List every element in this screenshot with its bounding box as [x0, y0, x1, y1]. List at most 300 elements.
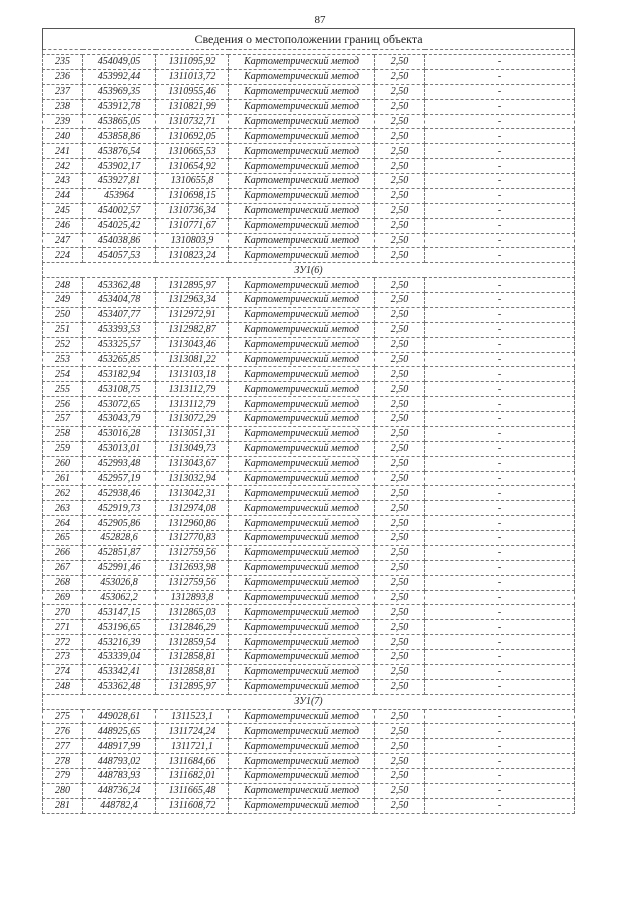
coord-y-cell: 1312893,8 — [156, 590, 229, 605]
coord-x-cell: 453196,65 — [83, 620, 156, 635]
table-row — [43, 426, 575, 441]
coord-x-cell: 453147,15 — [83, 605, 156, 620]
coord-x-cell: 453362,48 — [83, 278, 156, 293]
method-cell: Картометрический метод — [229, 516, 375, 531]
table-row — [43, 55, 575, 70]
point-number-cell: 242 — [43, 159, 83, 174]
accuracy-cell: 2,50 — [375, 426, 425, 441]
parcel-group-label: ЗУ1(7) — [43, 694, 575, 709]
method-cell: Картометрический метод — [229, 307, 375, 322]
accuracy-cell: 2,50 — [375, 367, 425, 382]
accuracy-cell: 2,50 — [375, 352, 425, 367]
point-number-cell: 272 — [43, 635, 83, 650]
method-cell: Картометрический метод — [229, 144, 375, 159]
coord-x-cell: 453858,86 — [83, 129, 156, 144]
accuracy-cell: 2,50 — [375, 456, 425, 471]
table-row — [43, 218, 575, 233]
accuracy-cell: 2,50 — [375, 188, 425, 203]
description-cell: - — [425, 307, 575, 322]
method-cell: Картометрический метод — [229, 679, 375, 694]
accuracy-cell: 2,50 — [375, 620, 425, 635]
point-number-cell: 266 — [43, 545, 83, 560]
coord-x-cell: 453216,39 — [83, 635, 156, 650]
coord-y-cell: 1313042,31 — [156, 486, 229, 501]
table-row — [43, 412, 575, 427]
coord-x-cell: 448925,65 — [83, 724, 156, 739]
table-row — [43, 739, 575, 754]
description-cell: - — [425, 783, 575, 798]
table-row — [43, 798, 575, 813]
table-row — [43, 233, 575, 248]
method-cell: Картометрический метод — [229, 739, 375, 754]
coord-y-cell: 1311665,48 — [156, 783, 229, 798]
method-cell: Картометрический метод — [229, 501, 375, 516]
description-cell: - — [425, 471, 575, 486]
accuracy-cell: 2,50 — [375, 218, 425, 233]
description-cell: - — [425, 605, 575, 620]
coord-x-cell: 454049,05 — [83, 55, 156, 70]
point-number-cell: 262 — [43, 486, 83, 501]
coord-x-cell: 448736,24 — [83, 783, 156, 798]
point-number-cell: 275 — [43, 709, 83, 724]
description-cell: - — [425, 426, 575, 441]
method-cell: Картометрический метод — [229, 709, 375, 724]
point-number-cell: 267 — [43, 560, 83, 575]
point-number-cell: 244 — [43, 188, 83, 203]
method-cell: Картометрический метод — [229, 248, 375, 263]
accuracy-cell: 2,50 — [375, 739, 425, 754]
accuracy-cell: 2,50 — [375, 99, 425, 114]
coord-y-cell: 1312895,97 — [156, 278, 229, 293]
coord-x-cell: 453969,35 — [83, 84, 156, 99]
method-cell: Картометрический метод — [229, 99, 375, 114]
table-row — [43, 114, 575, 129]
description-cell: - — [425, 144, 575, 159]
description-cell: - — [425, 248, 575, 263]
point-number-cell: 246 — [43, 218, 83, 233]
point-number-cell: 249 — [43, 293, 83, 308]
description-cell: - — [425, 590, 575, 605]
table-row — [43, 590, 575, 605]
point-number-cell: 248 — [43, 679, 83, 694]
accuracy-cell: 2,50 — [375, 397, 425, 412]
method-cell: Картометрический метод — [229, 545, 375, 560]
description-cell: - — [425, 99, 575, 114]
method-cell: Картометрический метод — [229, 218, 375, 233]
parcel-group-label: ЗУ1(6) — [43, 263, 575, 278]
coord-y-cell: 1310654,92 — [156, 159, 229, 174]
coord-x-cell: 453026,8 — [83, 575, 156, 590]
description-cell: - — [425, 159, 575, 174]
point-number-cell: 237 — [43, 84, 83, 99]
coord-y-cell: 1313103,18 — [156, 367, 229, 382]
method-cell: Картометрический метод — [229, 233, 375, 248]
parcel-group-row — [43, 694, 575, 709]
method-cell: Картометрический метод — [229, 441, 375, 456]
point-number-cell: 235 — [43, 55, 83, 70]
table-row — [43, 545, 575, 560]
description-cell: - — [425, 337, 575, 352]
coord-y-cell: 1312770,83 — [156, 531, 229, 546]
table-row — [43, 441, 575, 456]
accuracy-cell: 2,50 — [375, 754, 425, 769]
description-cell: - — [425, 397, 575, 412]
point-number-cell: 224 — [43, 248, 83, 263]
description-cell: - — [425, 531, 575, 546]
coord-y-cell: 1311523,1 — [156, 709, 229, 724]
table-row — [43, 174, 575, 189]
coord-x-cell: 452828,6 — [83, 531, 156, 546]
coord-y-cell: 1311724,24 — [156, 724, 229, 739]
table-row — [43, 203, 575, 218]
accuracy-cell: 2,50 — [375, 679, 425, 694]
point-number-cell: 252 — [43, 337, 83, 352]
description-cell: - — [425, 635, 575, 650]
method-cell: Картометрический метод — [229, 664, 375, 679]
method-cell: Картометрический метод — [229, 650, 375, 665]
coord-y-cell: 1312963,34 — [156, 293, 229, 308]
coord-x-cell: 453108,75 — [83, 382, 156, 397]
coord-x-cell: 453072,65 — [83, 397, 156, 412]
table-row — [43, 501, 575, 516]
accuracy-cell: 2,50 — [375, 635, 425, 650]
method-cell: Картометрический метод — [229, 188, 375, 203]
table-row — [43, 188, 575, 203]
description-cell: - — [425, 69, 575, 84]
table-row — [43, 84, 575, 99]
coord-y-cell: 1312858,81 — [156, 650, 229, 665]
table-row — [43, 322, 575, 337]
coord-x-cell: 452851,87 — [83, 545, 156, 560]
coord-y-cell: 1313112,79 — [156, 382, 229, 397]
accuracy-cell: 2,50 — [375, 783, 425, 798]
method-cell: Картометрический метод — [229, 605, 375, 620]
accuracy-cell: 2,50 — [375, 293, 425, 308]
accuracy-cell: 2,50 — [375, 724, 425, 739]
description-cell: - — [425, 233, 575, 248]
coord-y-cell: 1312859,54 — [156, 635, 229, 650]
table-row — [43, 664, 575, 679]
coord-x-cell: 453992,44 — [83, 69, 156, 84]
coord-x-cell: 454038,86 — [83, 233, 156, 248]
coord-y-cell: 1312972,91 — [156, 307, 229, 322]
coord-y-cell: 1310655,8 — [156, 174, 229, 189]
method-cell: Картометрический метод — [229, 754, 375, 769]
table-row — [43, 709, 575, 724]
description-cell: - — [425, 769, 575, 784]
method-cell: Картометрический метод — [229, 620, 375, 635]
accuracy-cell: 2,50 — [375, 129, 425, 144]
coord-y-cell: 1312759,56 — [156, 575, 229, 590]
table-row — [43, 278, 575, 293]
accuracy-cell: 2,50 — [375, 516, 425, 531]
accuracy-cell: 2,50 — [375, 69, 425, 84]
description-cell: - — [425, 412, 575, 427]
description-cell: - — [425, 129, 575, 144]
point-number-cell: 270 — [43, 605, 83, 620]
point-number-cell: 280 — [43, 783, 83, 798]
coord-x-cell: 453362,48 — [83, 679, 156, 694]
point-number-cell: 276 — [43, 724, 83, 739]
method-cell: Картометрический метод — [229, 531, 375, 546]
table-row — [43, 769, 575, 784]
coord-x-cell: 448783,93 — [83, 769, 156, 784]
method-cell: Картометрический метод — [229, 798, 375, 813]
accuracy-cell: 2,50 — [375, 84, 425, 99]
coord-x-cell: 449028,61 — [83, 709, 156, 724]
description-cell: - — [425, 724, 575, 739]
accuracy-cell: 2,50 — [375, 159, 425, 174]
parcel-group-row — [43, 263, 575, 278]
coord-x-cell: 453407,77 — [83, 307, 156, 322]
coord-x-cell: 452938,46 — [83, 486, 156, 501]
coord-y-cell: 1313032,94 — [156, 471, 229, 486]
method-cell: Картометрический метод — [229, 278, 375, 293]
point-number-cell: 263 — [43, 501, 83, 516]
method-cell: Картометрический метод — [229, 575, 375, 590]
description-cell: - — [425, 798, 575, 813]
coord-y-cell: 1312895,97 — [156, 679, 229, 694]
coord-y-cell: 1310665,53 — [156, 144, 229, 159]
description-cell: - — [425, 501, 575, 516]
table-row — [43, 337, 575, 352]
method-cell: Картометрический метод — [229, 84, 375, 99]
point-number-cell: 261 — [43, 471, 83, 486]
coord-x-cell: 453339,04 — [83, 650, 156, 665]
coord-y-cell: 1311095,92 — [156, 55, 229, 70]
table-row — [43, 307, 575, 322]
method-cell: Картометрический метод — [229, 69, 375, 84]
description-cell: - — [425, 545, 575, 560]
table-row — [43, 69, 575, 84]
table-row — [43, 129, 575, 144]
coord-y-cell: 1310698,15 — [156, 188, 229, 203]
coord-x-cell: 453927,81 — [83, 174, 156, 189]
description-cell: - — [425, 441, 575, 456]
description-cell: - — [425, 456, 575, 471]
point-number-cell: 239 — [43, 114, 83, 129]
coord-x-cell: 448782,4 — [83, 798, 156, 813]
coord-y-cell: 1312974,08 — [156, 501, 229, 516]
table-row — [43, 635, 575, 650]
table-row — [43, 397, 575, 412]
coord-x-cell: 453342,41 — [83, 664, 156, 679]
accuracy-cell: 2,50 — [375, 337, 425, 352]
point-number-cell: 273 — [43, 650, 83, 665]
coord-x-cell: 453182,94 — [83, 367, 156, 382]
point-number-cell: 258 — [43, 426, 83, 441]
coord-x-cell: 453265,85 — [83, 352, 156, 367]
method-cell: Картометрический метод — [229, 724, 375, 739]
method-cell: Картометрический метод — [229, 412, 375, 427]
description-cell: - — [425, 575, 575, 590]
table-title: Сведения о местоположении границ объекта — [43, 29, 575, 50]
method-cell: Картометрический метод — [229, 426, 375, 441]
method-cell: Картометрический метод — [229, 635, 375, 650]
method-cell: Картометрический метод — [229, 783, 375, 798]
point-number-cell: 278 — [43, 754, 83, 769]
table-row — [43, 516, 575, 531]
method-cell: Картометрический метод — [229, 55, 375, 70]
point-number-cell: 254 — [43, 367, 83, 382]
point-number-cell: 241 — [43, 144, 83, 159]
point-number-cell: 277 — [43, 739, 83, 754]
coord-x-cell: 454057,53 — [83, 248, 156, 263]
accuracy-cell: 2,50 — [375, 174, 425, 189]
point-number-cell: 281 — [43, 798, 83, 813]
table-row — [43, 367, 575, 382]
point-number-cell: 264 — [43, 516, 83, 531]
coord-x-cell: 453964 — [83, 188, 156, 203]
method-cell: Картометрический метод — [229, 352, 375, 367]
accuracy-cell: 2,50 — [375, 55, 425, 70]
description-cell: - — [425, 486, 575, 501]
accuracy-cell: 2,50 — [375, 545, 425, 560]
description-cell: - — [425, 278, 575, 293]
point-number-cell: 268 — [43, 575, 83, 590]
accuracy-cell: 2,50 — [375, 560, 425, 575]
coord-y-cell: 1313043,67 — [156, 456, 229, 471]
table-row — [43, 620, 575, 635]
point-number-cell: 245 — [43, 203, 83, 218]
description-cell: - — [425, 174, 575, 189]
method-cell: Картометрический метод — [229, 203, 375, 218]
coord-y-cell: 1313081,22 — [156, 352, 229, 367]
point-number-cell: 265 — [43, 531, 83, 546]
coord-x-cell: 453043,79 — [83, 412, 156, 427]
coord-y-cell: 1312960,86 — [156, 516, 229, 531]
coord-x-cell: 448793,02 — [83, 754, 156, 769]
accuracy-cell: 2,50 — [375, 650, 425, 665]
coord-y-cell: 1313043,46 — [156, 337, 229, 352]
table-title-row — [43, 29, 575, 50]
coord-x-cell: 452991,46 — [83, 560, 156, 575]
method-cell: Картометрический метод — [229, 471, 375, 486]
description-cell: - — [425, 739, 575, 754]
accuracy-cell: 2,50 — [375, 590, 425, 605]
coord-y-cell: 1311682,01 — [156, 769, 229, 784]
coord-y-cell: 1311013,72 — [156, 69, 229, 84]
method-cell: Картометрический метод — [229, 367, 375, 382]
description-cell: - — [425, 367, 575, 382]
method-cell: Картометрический метод — [229, 174, 375, 189]
description-cell: - — [425, 516, 575, 531]
point-number-cell: 248 — [43, 278, 83, 293]
accuracy-cell: 2,50 — [375, 412, 425, 427]
point-number-cell: 251 — [43, 322, 83, 337]
table-row — [43, 605, 575, 620]
description-cell: - — [425, 650, 575, 665]
coord-x-cell: 453404,78 — [83, 293, 156, 308]
accuracy-cell: 2,50 — [375, 798, 425, 813]
table-row — [43, 456, 575, 471]
point-number-cell: 274 — [43, 664, 83, 679]
accuracy-cell: 2,50 — [375, 114, 425, 129]
coord-x-cell: 453016,28 — [83, 426, 156, 441]
coord-y-cell: 1313051,31 — [156, 426, 229, 441]
coord-y-cell: 1310736,34 — [156, 203, 229, 218]
description-cell: - — [425, 382, 575, 397]
coord-y-cell: 1312759,56 — [156, 545, 229, 560]
coord-x-cell: 453876,54 — [83, 144, 156, 159]
table-row — [43, 471, 575, 486]
table-row — [43, 560, 575, 575]
method-cell: Картометрический метод — [229, 456, 375, 471]
description-cell: - — [425, 55, 575, 70]
method-cell: Картометрический метод — [229, 397, 375, 412]
coord-x-cell: 448917,99 — [83, 739, 156, 754]
description-cell: - — [425, 679, 575, 694]
point-number-cell: 253 — [43, 352, 83, 367]
coord-y-cell: 1311684,66 — [156, 754, 229, 769]
coord-x-cell: 452957,19 — [83, 471, 156, 486]
method-cell: Картометрический метод — [229, 560, 375, 575]
table-row — [43, 159, 575, 174]
point-number-cell: 269 — [43, 590, 83, 605]
table-row — [43, 99, 575, 114]
coord-x-cell: 454025,42 — [83, 218, 156, 233]
coord-x-cell: 453902,17 — [83, 159, 156, 174]
table-row — [43, 783, 575, 798]
method-cell: Картометрический метод — [229, 159, 375, 174]
point-number-cell: 259 — [43, 441, 83, 456]
coord-y-cell: 1310692,05 — [156, 129, 229, 144]
accuracy-cell: 2,50 — [375, 769, 425, 784]
accuracy-cell: 2,50 — [375, 486, 425, 501]
accuracy-cell: 2,50 — [375, 709, 425, 724]
accuracy-cell: 2,50 — [375, 605, 425, 620]
coord-y-cell: 1312693,98 — [156, 560, 229, 575]
coord-y-cell: 1310823,24 — [156, 248, 229, 263]
coord-y-cell: 1310955,46 — [156, 84, 229, 99]
point-number-cell: 257 — [43, 412, 83, 427]
accuracy-cell: 2,50 — [375, 382, 425, 397]
method-cell: Картометрический метод — [229, 486, 375, 501]
description-cell: - — [425, 664, 575, 679]
point-number-cell: 236 — [43, 69, 83, 84]
method-cell: Картометрический метод — [229, 322, 375, 337]
coord-y-cell: 1310732,71 — [156, 114, 229, 129]
coord-x-cell: 453325,57 — [83, 337, 156, 352]
accuracy-cell: 2,50 — [375, 501, 425, 516]
page-number: 87 — [314, 14, 326, 26]
method-cell: Картометрический метод — [229, 129, 375, 144]
point-number-cell: 247 — [43, 233, 83, 248]
table-row — [43, 679, 575, 694]
description-cell: - — [425, 754, 575, 769]
accuracy-cell: 2,50 — [375, 307, 425, 322]
coord-y-cell: 1313072,29 — [156, 412, 229, 427]
accuracy-cell: 2,50 — [375, 278, 425, 293]
coord-y-cell: 1310771,67 — [156, 218, 229, 233]
coord-y-cell: 1312865,03 — [156, 605, 229, 620]
table-row — [43, 486, 575, 501]
coord-x-cell: 453393,53 — [83, 322, 156, 337]
point-number-cell: 250 — [43, 307, 83, 322]
table-row — [43, 575, 575, 590]
accuracy-cell: 2,50 — [375, 471, 425, 486]
coord-y-cell: 1311608,72 — [156, 798, 229, 813]
coord-y-cell: 1312982,87 — [156, 322, 229, 337]
coord-x-cell: 454002,57 — [83, 203, 156, 218]
table-row — [43, 352, 575, 367]
point-number-cell: 260 — [43, 456, 83, 471]
coord-x-cell: 453013,01 — [83, 441, 156, 456]
coord-y-cell: 1310803,9 — [156, 233, 229, 248]
boundary-coordinates-table — [42, 28, 575, 814]
coord-y-cell: 1313049,73 — [156, 441, 229, 456]
table-row — [43, 650, 575, 665]
